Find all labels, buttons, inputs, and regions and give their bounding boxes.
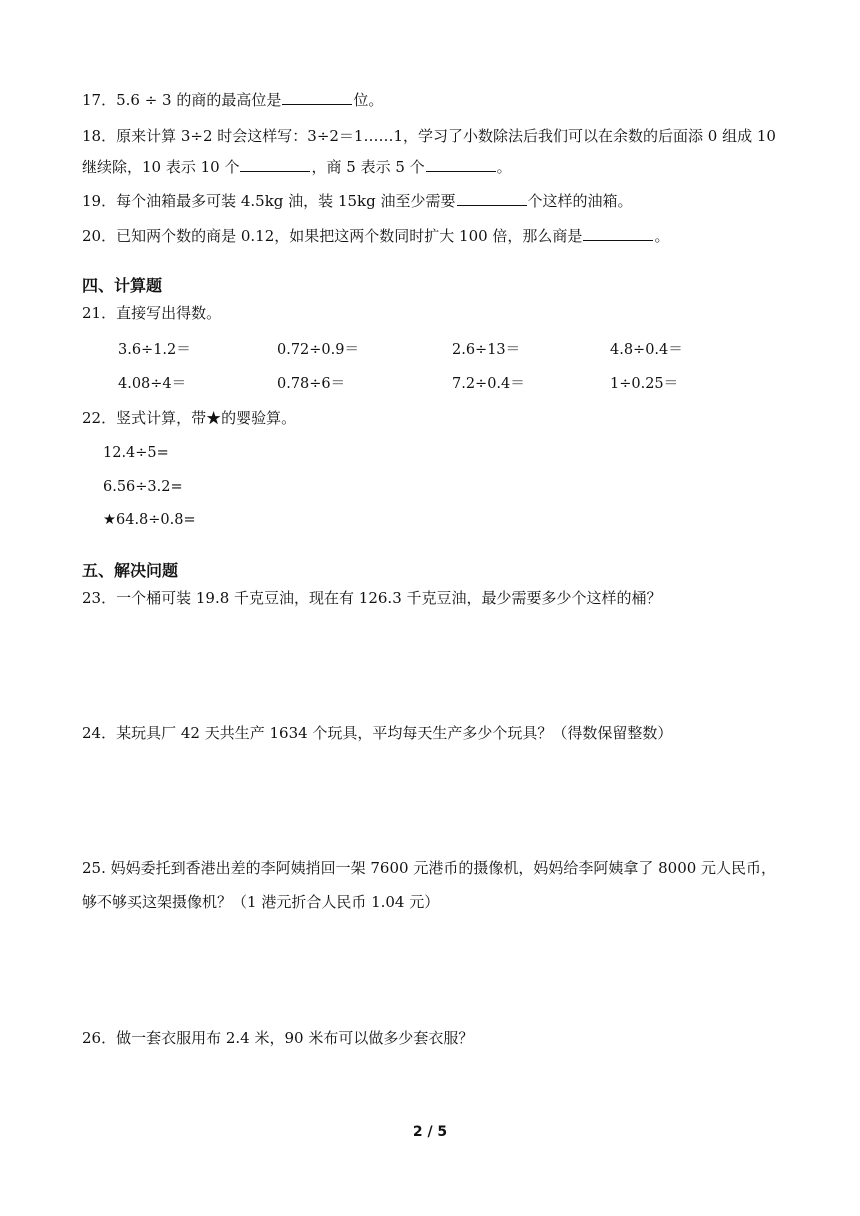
question-18-line-1 xyxy=(82,125,776,147)
vertical-calc-item: ★64.8÷0.8= xyxy=(103,512,196,528)
question-21: 21．直接写出得数。 xyxy=(82,304,222,322)
calc-item: 1÷0.25＝ xyxy=(610,376,679,392)
question-19-text: 19．每个油箱最多可装 4.5kg 油，装 15kg 油至少需要 xyxy=(82,192,456,210)
question-18-text-2: 继续除，10 表示 10 个 xyxy=(82,158,240,176)
calc-item: 4.8÷0.4＝ xyxy=(610,342,683,358)
vertical-calc-item: 12.4÷5= xyxy=(103,445,169,461)
calc-item: 0.72÷0.9＝ xyxy=(277,342,359,358)
calc-item: 4.08÷4＝ xyxy=(118,376,187,392)
question-20 xyxy=(82,225,669,247)
question-17-suffix: 位。 xyxy=(353,91,384,109)
question-18-line-2 xyxy=(82,156,512,178)
answer-blank[interactable] xyxy=(583,225,653,241)
question-19 xyxy=(82,190,633,212)
calc-item: 2.6÷13＝ xyxy=(452,342,521,358)
calc-item: 7.2÷0.4＝ xyxy=(452,376,525,392)
answer-blank[interactable] xyxy=(240,156,310,172)
question-23: 23．一个桶可装 19.8 千克豆油，现在有 126.3 千克豆油，最少需要多少个这样的桶？ xyxy=(82,589,662,607)
question-24: 24．某玩具厂 42 天共生产 1634 个玩具，平均每天生产多少个玩具？（得数保留整数） xyxy=(82,724,673,742)
question-22: 22．竖式计算，带★的婴验算。 xyxy=(82,409,297,427)
question-18-suffix: 。 xyxy=(496,158,512,176)
page-number: 2 / 5 xyxy=(412,1124,448,1140)
calc-item: 3.6÷1.2＝ xyxy=(118,342,191,358)
question-17-text: 17．5.6 ÷ 3 的商的最高位是 xyxy=(82,91,282,109)
question-20-suffix: 。 xyxy=(654,227,670,245)
question-19-suffix: 个这样的油箱。 xyxy=(527,192,633,210)
answer-blank[interactable] xyxy=(457,190,527,206)
calc-item: 0.78÷6＝ xyxy=(277,376,346,392)
question-18-text-3: ，商 5 表示 5 个 xyxy=(311,158,425,176)
question-26: 26．做一套衣服用布 2.4 米，90 米布可以做多少套衣服？ xyxy=(82,1029,474,1047)
question-25-line-2: 够不够买这架摄像机？（1 港元折合人民币 1.04 元） xyxy=(82,893,440,911)
section-heading-calculation: 四、计算题 xyxy=(82,276,163,295)
answer-blank[interactable] xyxy=(426,156,496,172)
question-25-line-1: 25. 妈妈委托到香港出差的李阿姨捎回一架 7600 元港币的摄像机，妈妈给李阿姨拿了 8000 元人民币， xyxy=(82,859,777,877)
question-18-text: 18．原来计算 3÷2 时会这样写：3÷2＝1……1，学习了小数除法后我们可以在余数的后面添 0 组成 10 xyxy=(82,127,776,145)
question-17 xyxy=(82,89,383,111)
vertical-calc-item: 6.56÷3.2= xyxy=(103,479,183,495)
answer-blank[interactable] xyxy=(282,89,352,105)
section-heading-problem-solving: 五、解决问题 xyxy=(82,561,179,580)
question-20-text: 20．已知两个数的商是 0.12，如果把这两个数同时扩大 100 倍，那么商是 xyxy=(82,227,583,245)
